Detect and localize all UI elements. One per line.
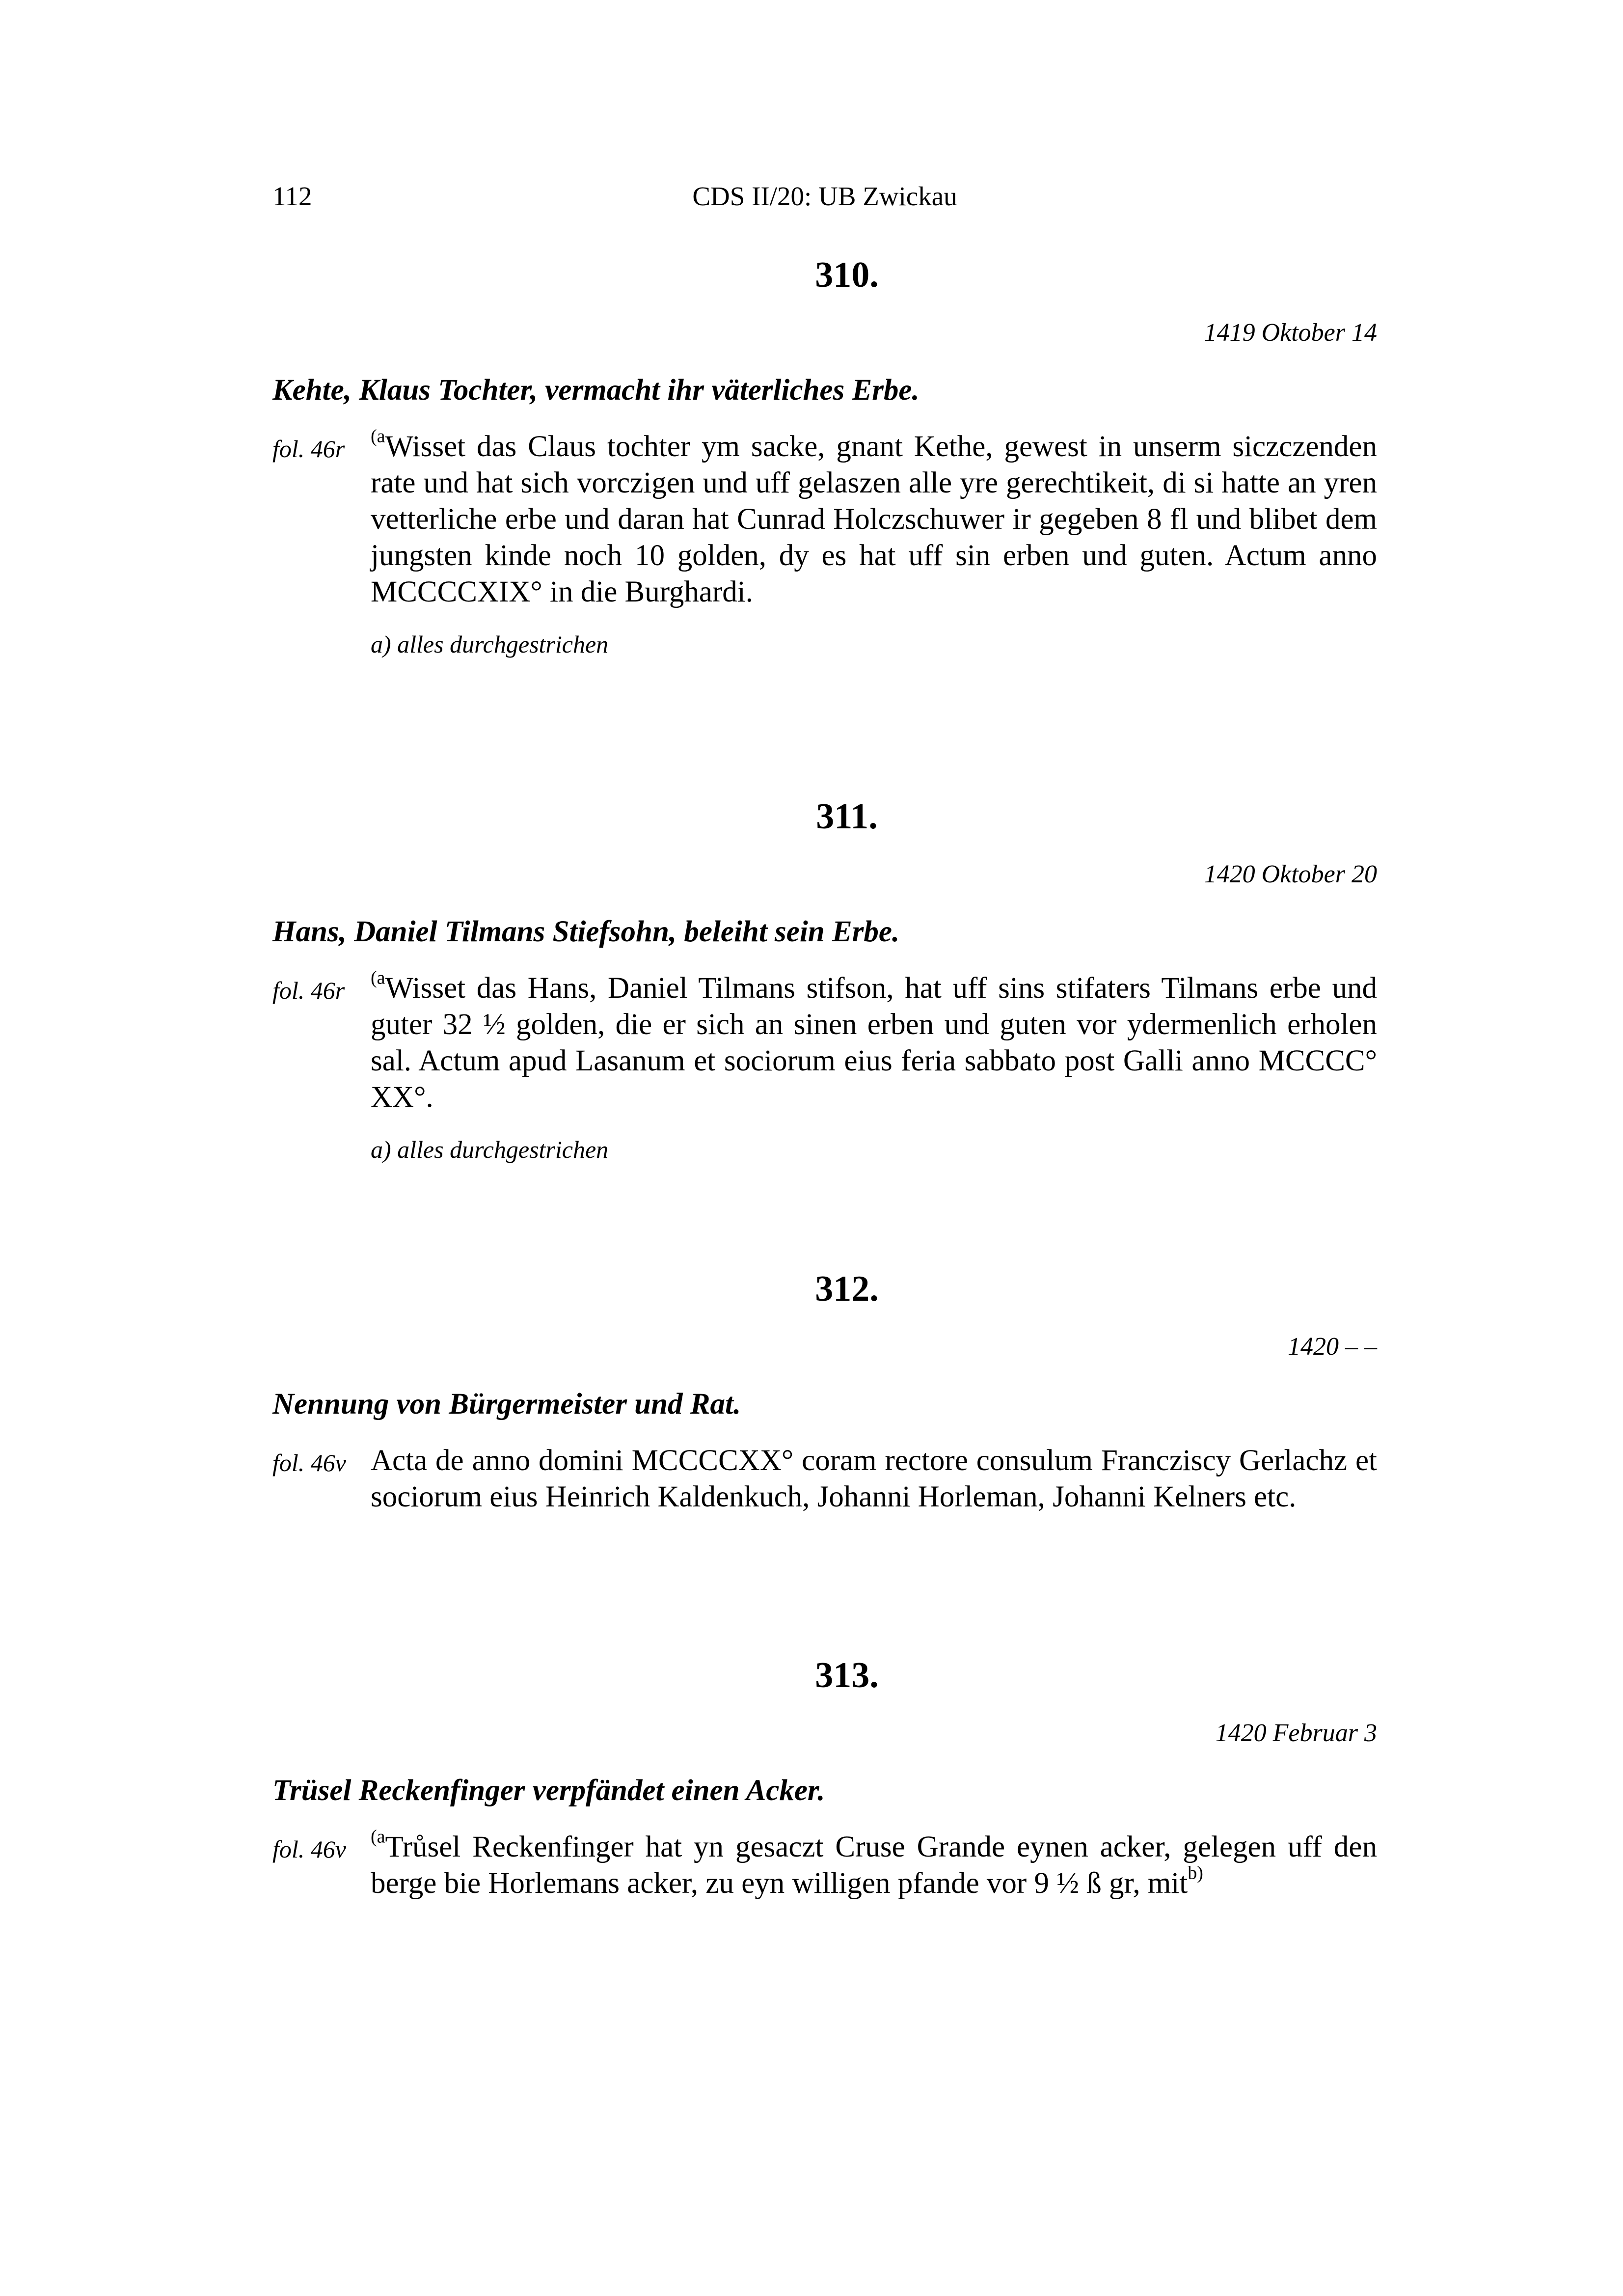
entry-body [272, 426, 1377, 610]
footnote: a) alles durchgestrichen [371, 1136, 609, 1163]
entry-310 [272, 253, 1377, 661]
entry-body [272, 1826, 1377, 1902]
entry-313 [272, 1653, 1377, 1902]
note-mark: (a [371, 1826, 385, 1847]
entry-text [371, 1826, 1377, 1902]
entry-title: Kehte, Klaus Tochter, vermacht ihr väterliches Erbe. [272, 374, 920, 407]
entry-title: Hans, Daniel Tilmans Stiefsohn, beleiht sein Erbe. [272, 915, 900, 948]
entry-number: 311. [816, 796, 878, 837]
entry-text: Acta de anno domini MCCCCXX° coram rectore consulum Francziscy Gerlachz et sociorum eius Heinrich Kaldenkuch, Johanni Horleman, Johanni Kelners etc. [371, 1444, 1377, 1513]
footnote: a) alles durchgestrichen [371, 630, 609, 658]
entry-number: 313. [815, 1655, 879, 1695]
entry-number: 310. [815, 255, 879, 295]
note-mark: (a [371, 967, 385, 988]
folio-reference: fol. 46r [272, 435, 345, 463]
entry-body [272, 1443, 1377, 1515]
note-mark-end: b) [1188, 1862, 1203, 1884]
entry-title: Trüsel Reckenfinger verpfändet einen Acker. [272, 1774, 825, 1807]
entry-text [371, 426, 1377, 610]
entry-body [272, 967, 1377, 1116]
entry-text-content: Wisset das Claus tochter ym sacke, gnant Kethe, gewest in unserm siczczenden rate und hat sich vorczigen und uff gelaszen alle yre gerechtikeit, di si hatte an yren vetterliche erbe und daran hat Cunrad Holczschuwer ir gegeben 8 fl und blibet dem jungsten kinde noch 10 golden, dy es hat uff sin erben und guten. Actum anno MCCCCXIX° in die Burghardi. [371, 430, 1377, 608]
running-title: CDS II/20: UB Zwickau [692, 181, 957, 211]
entry-text [371, 967, 1377, 1116]
entry-title: Nennung von Bürgermeister und Rat. [272, 1388, 741, 1421]
folio-reference: fol. 46v [272, 1835, 346, 1863]
folio-reference: fol. 46v [272, 1449, 346, 1476]
entry-311 [272, 794, 1377, 1167]
running-head [272, 177, 1377, 216]
entry-312 [272, 1267, 1377, 1515]
entry-number: 312. [815, 1269, 879, 1309]
entry-date: 1420 – – [1288, 1333, 1377, 1361]
entry-text-content: Trůsel Reckenfinger hat yn gesaczt Cruse Grande eynen acker, gelegen uff den berge bie Horlemans acker, zu eyn willigen pfande vor 9 ½ ß gr, mit [371, 1831, 1377, 1900]
entry-date: 1419 Oktober 14 [1204, 319, 1377, 347]
entry-date: 1420 Februar 3 [1215, 1719, 1377, 1747]
entry-text-content: Wisset das Hans, Daniel Tilmans stifson, hat uff sins stifaters Tilmans erbe und guter 32 ½ golden, die er sich an sinen erben und guten vor ydermenlich erholen sal. Actum apud Lasanum et sociorum eius feria sabbato post Galli anno MCCCC° XX°. [371, 972, 1377, 1114]
note-mark: (a [371, 426, 385, 447]
folio-reference: fol. 46r [272, 977, 345, 1004]
entry-date: 1420 Oktober 20 [1204, 860, 1377, 888]
page-number: 112 [272, 181, 312, 211]
